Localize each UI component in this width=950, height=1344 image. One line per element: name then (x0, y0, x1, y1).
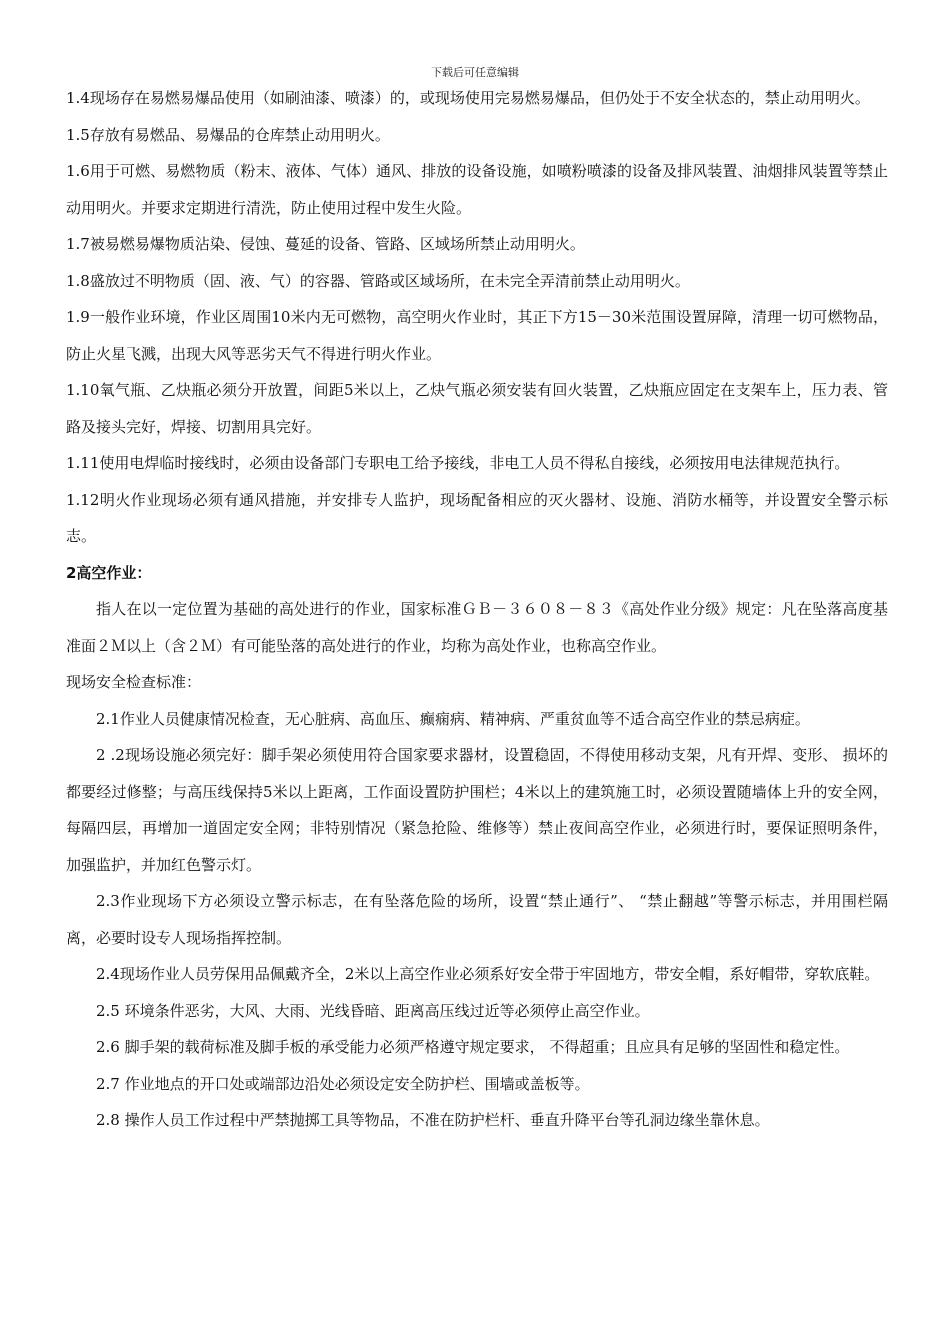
item-2-6: 2.6 脚手架的载荷标准及脚手板的承受能力必须严格遵守规定要求， 不得超重；且应具有足够的坚固性和稳定性。 (96, 1038, 850, 1056)
item-1-5: 1.5存放有易燃品、易爆品的仓库禁止动用明火。 (66, 125, 390, 144)
item-1-12: 1.12明火作业现场必须有通风措施，并安排专人监护，现场配备相应的灭火器材、设施、消防水桶等，并设置安全警示标志。 (66, 490, 888, 545)
item-1-4: 1.4现场存在易燃易爆品使用（如刷油漆、喷漆）的，或现场使用完易燃易爆品，但仍处于不安全状态的，禁止动用明火。 (66, 89, 870, 107)
item-1-8: 1.8盛放过不明物质（固、液、气）的容器、管路或区域场所，在未完全弄清前禁止动用明火。 (66, 271, 690, 290)
item-2-1: 2.1作业人员健康情况检查，无心脏病、高血压、癫痫病、精神病、严重贫血等不适合高空作业的禁忌病症。 (96, 709, 810, 728)
section-2-definition: 指人在以一定位置为基础的高处进行的作业，国家标准ＧＢ－３６０８－８３《高处作业分级》规定：凡在坠落高度基准面２Ｍ以上（含２Ｍ）有可能坠落的高处进行的作业，均称为高处作业，也称高空作业。 (66, 600, 888, 655)
item-2-4: 2.4现场作业人员劳保用品佩戴齐全，2米以上高空作业必须系好安全带于牢固地方，带安全帽，系好帽带，穿软底鞋。 (96, 965, 880, 983)
item-2-7: 2.7 作业地点的开口处或端部边沿处必须设定安全防护栏、围墙或盖板等。 (96, 1074, 590, 1093)
item-2-5: 2.5 环境条件恶劣，大风、大雨、光线昏暗、距离高压线过近等必须停止高空作业。 (96, 1001, 650, 1020)
item-2-2: 2 .2现场设施必须完好：脚手架必须使用符合国家要求器材，设置稳固，不得使用移动支架，凡有开焊、变形、 损坏的都要经过修整；与高压线保持5米以上距离，工作面设置防护围栏；4米以上的建筑施工时，必须设置随墙体上升的安全网，每隔四层，再增加一道固定安全网；非特别情况（紧急抢险、维修等）禁止夜间高空作业，必须进行时，要保证照明条件，加强监护，并加红色警示灯。 (66, 746, 888, 874)
header-watermark: 下载后可任意编辑 (431, 66, 519, 79)
item-2-8: 2.8 操作人员工作过程中严禁抛掷工具等物品，不准在防护栏杆、垂直升降平台等孔洞边缘坐靠休息。 (96, 1111, 770, 1129)
item-2-3: 2.3作业现场下方必须设立警示标志，在有坠落危险的场所，设置“禁止通行”、 “禁止翻越”等警示标志，并用围栏隔离，必要时设专人现场指挥控制。 (66, 892, 888, 947)
section-2-heading: 2高空作业： (66, 563, 152, 582)
item-1-6: 1.6用于可燃、易燃物质（粉末、液体、气体）通风、排放的设备设施，如喷粉喷漆的设备及排风装置、油烟排风装置等禁止动用明火。并要求定期进行清洗，防止使用过程中发生火险。 (66, 162, 888, 217)
item-1-9: 1.9一般作业环境，作业区周围10米内无可燃物，高空明火作业时，其正下方15－30米范围设置屏障，清理一切可燃物品，防止火星飞溅，出现大风等恶劣天气不得进行明火作业。 (66, 308, 888, 363)
standard-label: 现场安全检查标准： (66, 673, 202, 691)
document-body (66, 80, 888, 1139)
item-1-11: 1.11使用电焊临时接线时，必须由设备部门专职电工给予接线，非电工人员不得私自接线，必须按用电法律规范执行。 (66, 454, 850, 472)
item-1-7: 1.7被易燃易爆物质沾染、侵蚀、蔓延的设备、管路、区域场所禁止动用明火。 (66, 235, 585, 253)
item-1-10: 1.10氧气瓶、乙炔瓶必须分开放置，间距5米以上，乙炔气瓶必须安装有回火装置，乙炔瓶应固定在支架车上，压力表、管路及接头完好，焊接、切割用具完好。 (66, 381, 888, 436)
